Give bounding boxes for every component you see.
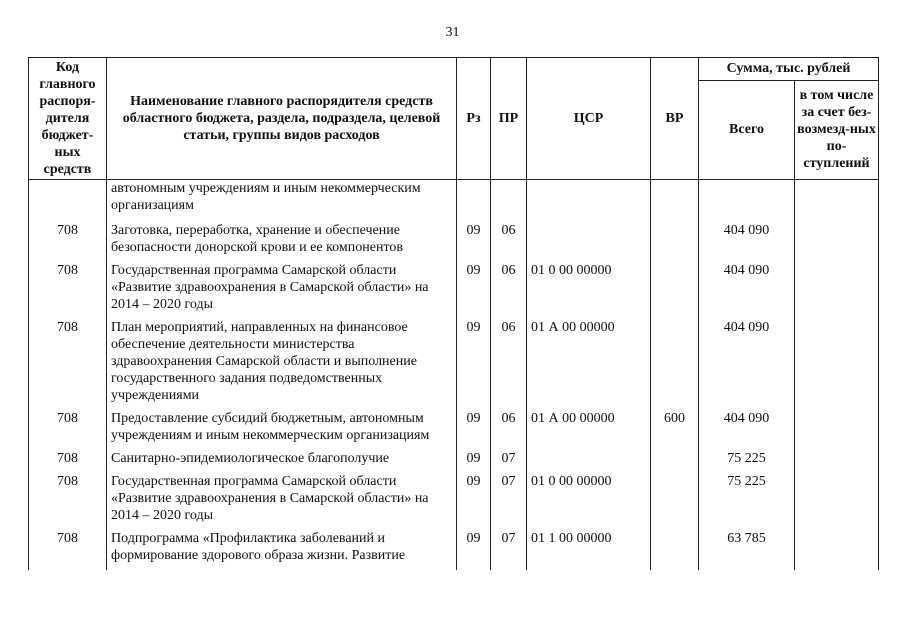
cell-total: 404 090 (699, 222, 795, 262)
cell-csr: 01 0 00 00000 (527, 473, 651, 530)
table-row (29, 473, 879, 530)
cell-code: 708 (29, 410, 107, 450)
table-row (29, 262, 879, 319)
header-total: Всего (699, 80, 795, 179)
cell-name: автономным учреждениям и иным некоммерческим организациям (107, 180, 457, 223)
cell-rz: 09 (457, 530, 491, 570)
header-code: Код главного распоря-дителя бюджет-ных средств (29, 58, 107, 180)
cell-rz: 09 (457, 450, 491, 473)
cell-vr (651, 319, 699, 410)
table-row (29, 319, 879, 410)
page-number: 31 (445, 25, 460, 40)
cell-free (795, 319, 879, 410)
cell-rz: 09 (457, 473, 491, 530)
cell-total: 404 090 (699, 410, 795, 450)
cell-csr (527, 180, 651, 223)
cell-code: 708 (29, 450, 107, 473)
header-vr: ВР (651, 58, 699, 180)
cell-total: 404 090 (699, 319, 795, 410)
budget-table (28, 57, 879, 570)
cell-name: Государственная программа Самарской области «Развитие здравоохранения в Самарской области» на 2014 – 2020 годы (107, 262, 457, 319)
cell-pr (491, 180, 527, 223)
cell-name: Подпрограмма «Профилактика заболеваний и формирование здорового образа жизни. Развитие (107, 530, 457, 570)
cell-rz: 09 (457, 262, 491, 319)
cell-csr: 01 1 00 00000 (527, 530, 651, 570)
cell-name: Государственная программа Самарской области «Развитие здравоохранения в Самарской области» на 2014 – 2020 годы (107, 473, 457, 530)
cell-code: 708 (29, 262, 107, 319)
cell-code (29, 180, 107, 223)
header-sum-group: Сумма, тыс. рублей (699, 58, 879, 81)
cell-vr (651, 222, 699, 262)
header-name: Наименование главного распорядителя средств областного бюджета, раздела, подраздела, целевой статьи, группы видов расходов (107, 58, 457, 180)
cell-vr (651, 473, 699, 530)
cell-pr: 07 (491, 473, 527, 530)
cell-csr (527, 450, 651, 473)
cell-total: 75 225 (699, 473, 795, 530)
cell-pr: 06 (491, 222, 527, 262)
cell-rz: 09 (457, 319, 491, 410)
cell-name: План мероприятий, направленных на финансовое обеспечение деятельности министерства здравоохранения Самарской области и выполнение государственного задания подведомственных учреждениями (107, 319, 457, 410)
cell-vr (651, 180, 699, 223)
cell-total (699, 180, 795, 223)
cell-total: 404 090 (699, 262, 795, 319)
header-pr: ПР (491, 58, 527, 180)
table-row (29, 222, 879, 262)
cell-free (795, 262, 879, 319)
cell-free (795, 180, 879, 223)
cell-code: 708 (29, 530, 107, 570)
cell-code: 708 (29, 473, 107, 530)
cell-free (795, 473, 879, 530)
cell-vr (651, 450, 699, 473)
cell-rz: 09 (457, 410, 491, 450)
cell-pr: 07 (491, 450, 527, 473)
cell-free (795, 530, 879, 570)
cell-pr: 06 (491, 319, 527, 410)
cell-csr: 01 0 00 00000 (527, 262, 651, 319)
cell-csr: 01 А 00 00000 (527, 410, 651, 450)
cell-vr (651, 530, 699, 570)
cell-free (795, 222, 879, 262)
cell-name: Санитарно-эпидемиологическое благополучие (107, 450, 457, 473)
cell-name: Предоставление субсидий бюджетным, автономным учреждениям и иным некоммерческим организациям (107, 410, 457, 450)
cell-rz (457, 180, 491, 223)
table-row (29, 530, 879, 570)
cell-pr: 06 (491, 262, 527, 319)
table-row (29, 180, 879, 223)
cell-name: Заготовка, переработка, хранение и обеспечение безопасности донорской крови и ее компонентов (107, 222, 457, 262)
cell-code: 708 (29, 319, 107, 410)
header-rz: Рз (457, 58, 491, 180)
cell-code: 708 (29, 222, 107, 262)
cell-free (795, 450, 879, 473)
header-free: в том числе за счет без-возмезд-ных по-ступлений (795, 80, 879, 179)
cell-total: 75 225 (699, 450, 795, 473)
cell-csr: 01 А 00 00000 (527, 319, 651, 410)
header-row-top (29, 58, 879, 81)
table-row (29, 410, 879, 450)
header-csr: ЦСР (527, 58, 651, 180)
cell-rz: 09 (457, 222, 491, 262)
cell-total: 63 785 (699, 530, 795, 570)
cell-pr: 07 (491, 530, 527, 570)
cell-free (795, 410, 879, 450)
cell-csr (527, 222, 651, 262)
cell-pr: 06 (491, 410, 527, 450)
cell-vr (651, 262, 699, 319)
table-row (29, 450, 879, 473)
cell-vr: 600 (651, 410, 699, 450)
